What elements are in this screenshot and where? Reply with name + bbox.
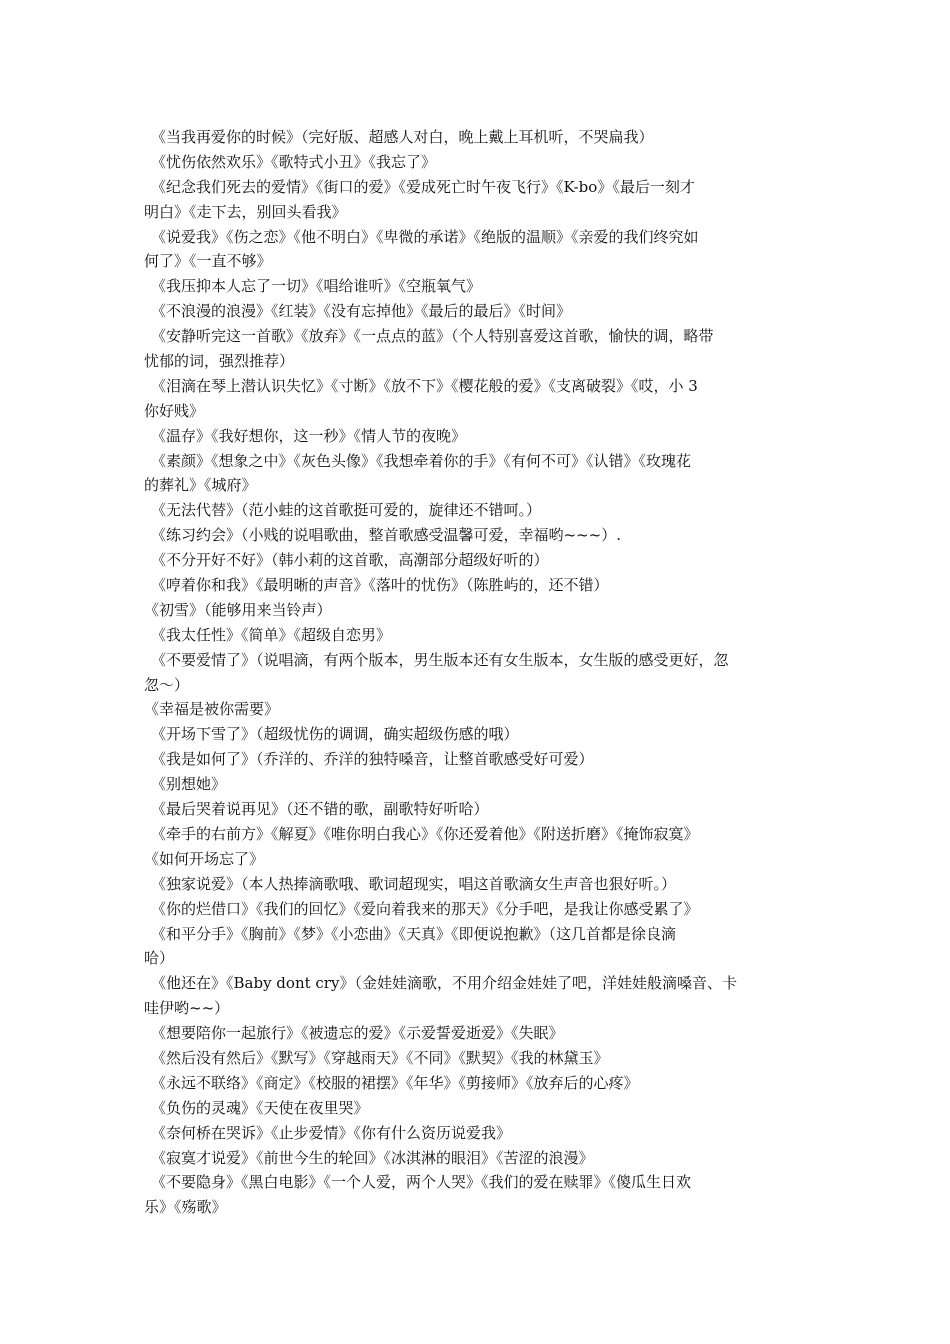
text-line: 《不要隐身》《黑白电影》《一个人爱，两个人哭》《我们的爱在赎罪》《傻瓜生日欢 [151, 1173, 692, 1192]
text-line: 《你的烂借口》《我们的回忆》《爱向着我来的那天》《分手吧，是我让你感受累了》 [151, 899, 699, 918]
text-line: 明白》《走下去，别回头看我》 [144, 202, 347, 221]
text-line: 《奈何桥在哭诉》《止步爱情》《你有什么资历说爱我》 [151, 1123, 512, 1142]
text-line: 《初雪》（能够用来当铃声） [144, 600, 332, 619]
text-line: 你好贱》 [144, 401, 205, 420]
text-line: 《最后哭着说再见》（还不错的歌，副歌特好听哈） [151, 800, 489, 819]
text-line: 《和平分手》《胸前》《梦》《小恋曲》《天真》《即便说抱歉》（这几首都是徐良滴 [151, 924, 677, 943]
text-line: 《不分开好不好》（韩小莉的这首歌，高潮部分超级好听的） [151, 551, 549, 570]
song-list-text [144, 125, 808, 1220]
text-line: 忽～） [144, 675, 190, 694]
text-line: 《我是如何了》（乔洋的、乔洋的独特嗓音，让整首歌感受好可爱） [151, 750, 594, 769]
text-line: 《别想她》 [151, 775, 227, 794]
text-line: 忧郁的词，强烈推荐） [144, 352, 295, 371]
text-line: 《开场下雪了》（超级忧伤的调调，确实超级伤感的哦） [151, 725, 519, 744]
text-line: 《寂寞才说爱》《前世今生的轮回》《冰淇淋的眼泪》《苦涩的浪漫》 [151, 1148, 594, 1167]
text-line: 《想要陪你一起旅行》《被遗忘的爱》《示爱誓爱逝爱》《失眠》 [151, 1024, 564, 1043]
text-line: 《不要爱情了》（说唱滴，有两个版本，男生版本还有女生版本，女生版的感受更好，忽 [151, 650, 729, 669]
text-line: 《素颜》《想象之中》《灰色头像》《我想牵着你的手》《有何不可》《认错》《玫瑰花 [151, 451, 692, 470]
text-line: 哈） [144, 949, 175, 968]
text-line: 《无法代替》（范小蛙的这首歌挺可爱的，旋律还不错呵。） [151, 501, 542, 520]
text-line: 哇伊哟~~） [144, 999, 230, 1018]
text-line: 的葬礼》《城府》 [144, 476, 257, 495]
text-line: 《泪滴在琴上潜认识失忆》《寸断》《放不下》《樱花般的爱》《支离破裂》《哎，小 3 [151, 376, 698, 395]
text-line: 《安静听完这一首歌》《放弃》《一点点的蓝》（个人特别喜爱这首歌，愉快的调，略带 [151, 327, 714, 346]
text-line: 《永远不联络》《商定》《校服的裙摆》《年华》《剪接师》《放弃后的心疼》 [151, 1073, 639, 1092]
text-line: 《负伤的灵魂》《天使在夜里哭》 [151, 1098, 369, 1117]
text-line: 《温存》《我好想你，这一秒》《情人节的夜晚》 [151, 426, 467, 445]
text-line: 《忧伤依然欢乐》《歌特式小丑》《我忘了》 [151, 152, 437, 171]
text-line: 《幸福是被你需要》 [144, 700, 280, 719]
text-line: 乐》《殇歌》 [144, 1198, 227, 1217]
text-line: 《说爱我》《伤之恋》《他不明白》《卑微的承诺》《绝版的温顺》《亲爱的我们终究如 [151, 227, 699, 246]
text-line: 《不浪漫的浪漫》《红装》《没有忘掉他》《最后的最后》《时间》 [151, 302, 572, 321]
text-line: 何了》《一直不够》 [144, 252, 272, 271]
text-line: 《纪念我们死去的爱情》《街口的爱》《爱成死亡时午夜飞行》《K-bo》《最后一刻才 [151, 177, 695, 196]
text-line: 《我压抑本人忘了一切》《唱给谁听》《空瓶氧气》 [151, 277, 482, 296]
text-line: 《如何开场忘了》 [144, 849, 265, 868]
text-line: 《他还在》《Baby dont cry》（金娃娃滴歌，不用介绍金娃娃了吧，洋娃娃般滴嗓音、卡 [151, 974, 737, 993]
text-line: 《练习约会》（小贱的说唱歌曲，整首歌感受温馨可爱，幸福哟~~~）. [151, 526, 621, 545]
text-line: 《当我再爱你的时候》（完好版、超感人对白，晚上戴上耳机听，不哭扁我） [151, 128, 654, 146]
text-line: 《然后没有然后》《默写》《穿越雨天》《不同》《默契》《我的林黛玉》 [151, 1048, 609, 1067]
text-line: 《哼着你和我》《最明晰的声音》《落叶的忧伤》（陈胜屿的，还不错） [151, 576, 609, 595]
text-line: 《独家说爱》（本人热捧滴歌哦、歌词超现实，唱这首歌滴女生声音也狠好听。） [151, 874, 677, 893]
text-line: 《牵手的右前方》《解夏》《唯你明白我心》《你还爱着他》《附送折磨》《掩饰寂寞》 [151, 824, 699, 843]
text-line: 《我太任性》《简单》《超级自恋男》 [151, 625, 392, 644]
